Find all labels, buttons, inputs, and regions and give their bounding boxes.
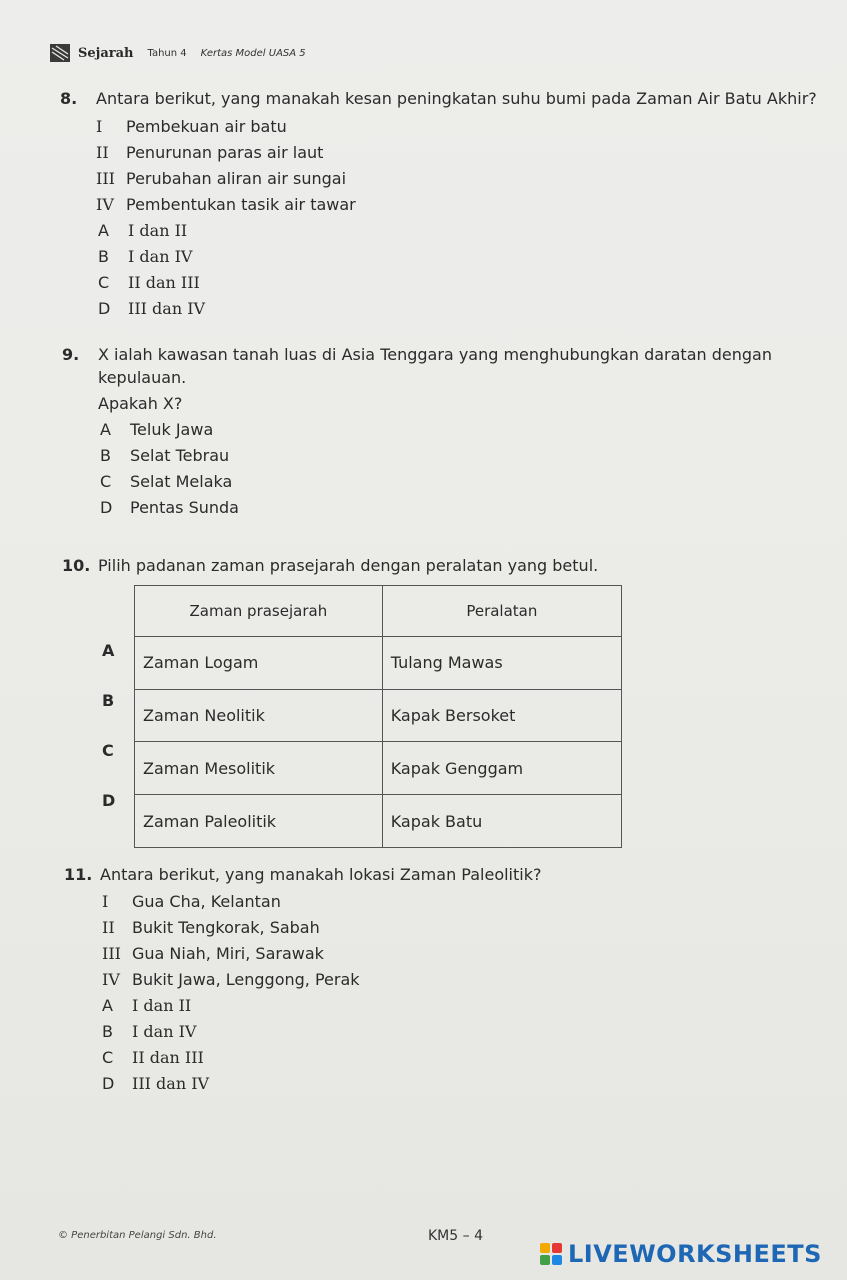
tool-cell: Kapak Bersoket (382, 689, 621, 742)
statement: I Gua Cha, Kelantan (102, 892, 281, 911)
answer-option-c[interactable]: C II dan III (98, 273, 200, 292)
answer-option-b[interactable]: B Selat Tebrau (100, 446, 230, 465)
table-row-label: A (102, 641, 115, 660)
subject-logo-icon (50, 44, 70, 62)
paper-label: Kertas Model UASA 5 (200, 47, 306, 59)
era-cell: Zaman Neolitik (135, 689, 383, 742)
publisher-credit: © Penerbitan Pelangi Sdn. Bhd. (58, 1230, 217, 1241)
question-text: Antara berikut, yang manakah lokasi Zaman Paleolitik? (100, 865, 542, 884)
table-row[interactable] (135, 689, 622, 742)
table-row-label: D (102, 791, 116, 810)
table-header-row (135, 586, 622, 637)
question-number: 8. (60, 89, 78, 108)
statement: III Perubahan aliran air sungai (96, 169, 347, 188)
statement: IV Bukit Jawa, Lenggong, Perak (102, 970, 360, 989)
question-text-continued: kepulauan. (98, 368, 187, 387)
question-text: X ialah kawasan tanah luas di Asia Tenggara yang menghubungkan daratan dengan (98, 345, 772, 364)
answer-option-b[interactable]: B I dan IV (98, 247, 193, 266)
page-number: KM5 – 4 (428, 1228, 483, 1244)
table-row-label: B (102, 691, 115, 710)
question-number: 10. (62, 556, 91, 575)
answer-option-c[interactable]: C Selat Melaka (100, 472, 233, 491)
question-text: Pilih padanan zaman prasejarah dengan peralatan yang betul. (98, 556, 599, 575)
answer-option-b[interactable]: B I dan IV (102, 1022, 197, 1041)
statement: I Pembekuan air batu (96, 117, 287, 136)
question-9 (62, 342, 847, 368)
table-row[interactable] (135, 636, 622, 689)
liveworksheets-logo-icon (540, 1243, 562, 1265)
answer-option-c[interactable]: C II dan III (102, 1048, 204, 1067)
statement: II Penurunan paras air laut (96, 143, 324, 162)
question-number: 11. (64, 865, 93, 884)
column-header: Peralatan (382, 586, 621, 637)
watermark-text: LIVEWORKSHEETS (568, 1240, 822, 1268)
level-label: Tahun 4 (147, 47, 187, 59)
question-8 (60, 86, 847, 112)
question-11 (64, 862, 541, 888)
answer-option-a[interactable]: A Teluk Jawa (100, 420, 214, 439)
answer-option-a[interactable]: A I dan II (102, 996, 192, 1015)
table-row-label: C (102, 741, 114, 760)
tool-cell: Kapak Batu (382, 795, 621, 848)
question-prompt: Apakah X? (98, 394, 183, 413)
question-number: 9. (62, 345, 80, 364)
answer-option-d[interactable]: D Pentas Sunda (100, 498, 239, 517)
tool-cell: Kapak Genggam (382, 742, 621, 795)
era-cell: Zaman Logam (135, 636, 383, 689)
tool-cell: Tulang Mawas (382, 636, 621, 689)
question-10 (62, 553, 598, 579)
era-cell: Zaman Paleolitik (135, 795, 383, 848)
question-text: Antara berikut, yang manakah kesan peningkatan suhu bumi pada Zaman Air Batu Akhir? (96, 89, 817, 108)
answer-option-d[interactable]: D III dan IV (98, 299, 206, 318)
answer-option-a[interactable]: A I dan II (98, 221, 188, 240)
era-cell: Zaman Mesolitik (135, 742, 383, 795)
table-row[interactable] (135, 742, 622, 795)
liveworksheets-watermark[interactable] (540, 1240, 822, 1268)
answer-option-d[interactable]: D III dan IV (102, 1074, 210, 1093)
subject-name: Sejarah (78, 45, 134, 61)
matching-table (134, 585, 622, 848)
page-header (50, 42, 306, 64)
statement: II Bukit Tengkorak, Sabah (102, 918, 320, 937)
column-header: Zaman prasejarah (135, 586, 383, 637)
table-row[interactable] (135, 795, 622, 848)
statement: IV Pembentukan tasik air tawar (96, 195, 356, 214)
statement: III Gua Niah, Miri, Sarawak (102, 944, 324, 963)
